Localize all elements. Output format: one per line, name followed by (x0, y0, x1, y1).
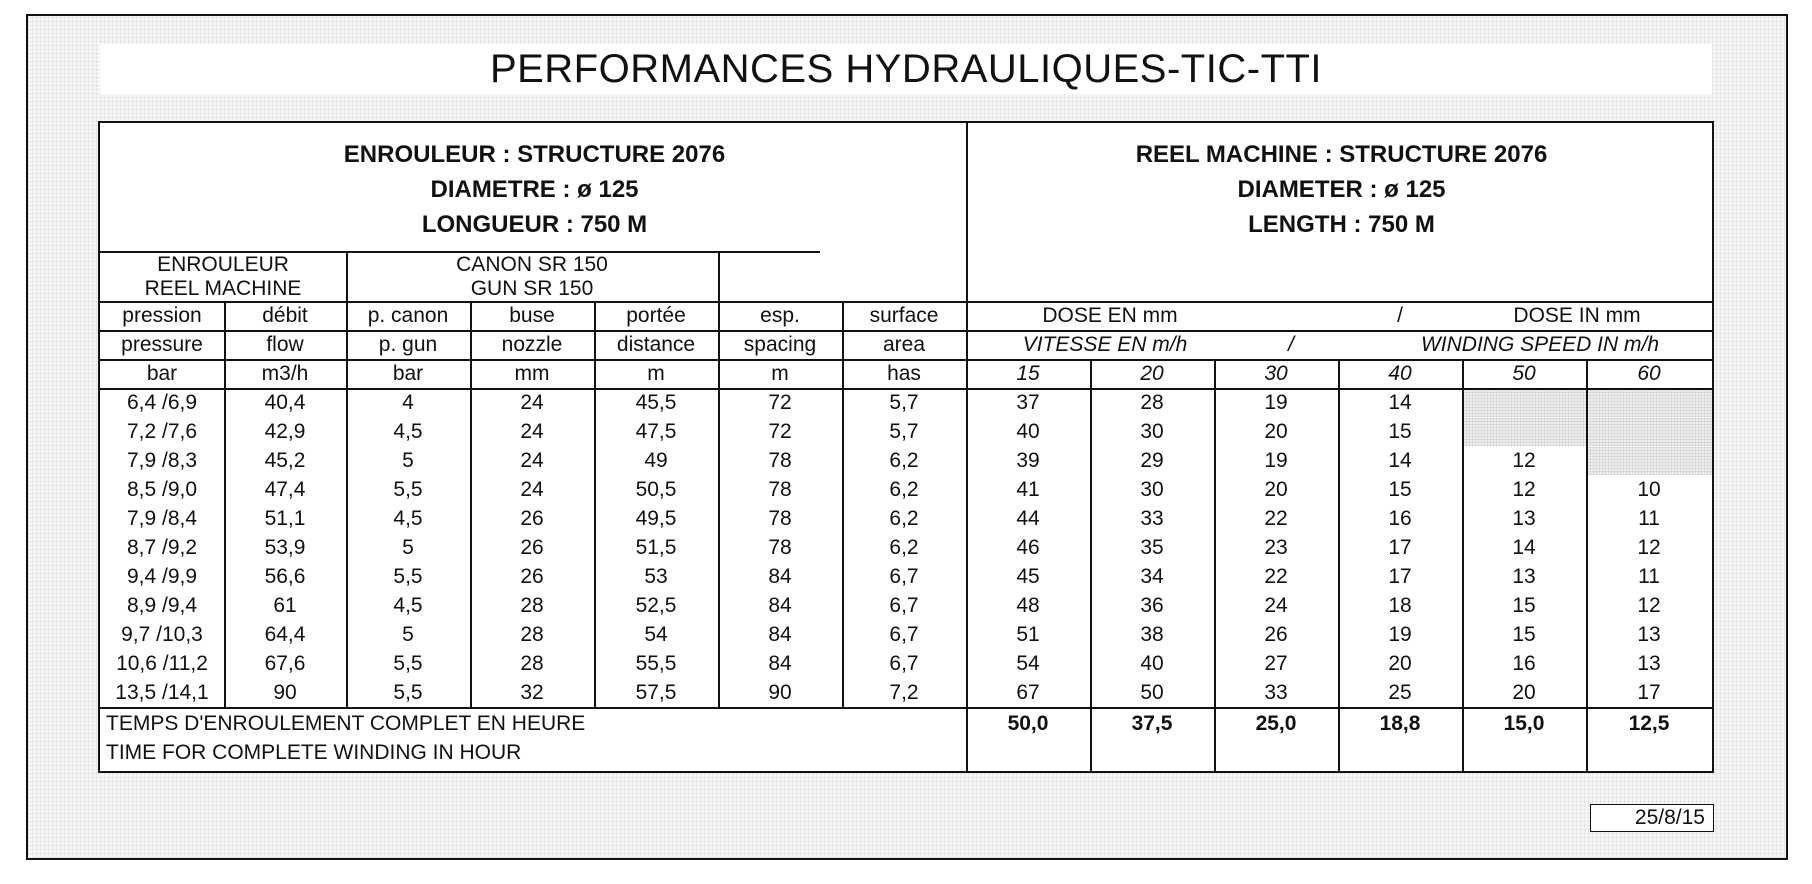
table-cell: 72 (768, 420, 792, 443)
table-cell: 5,7 (889, 420, 919, 443)
table-cell: 32 (520, 681, 544, 704)
table-cell: 24 (520, 391, 544, 414)
table-cell: 5 (402, 536, 414, 559)
column-header-en: pressure (121, 333, 203, 356)
group-gun-en: GUN SR 150 (470, 277, 594, 300)
table-cell: 50,5 (635, 478, 677, 501)
table-cell: 84 (768, 652, 792, 675)
table-cell: 84 (768, 594, 792, 617)
table-cell: 6,7 (889, 623, 919, 646)
table-cell: 61 (273, 594, 297, 617)
speed-label-fr: VITESSE EN m/h (1022, 333, 1188, 356)
table-cell: 6,4 /6,9 (126, 391, 198, 414)
column-header-en: distance (616, 333, 696, 356)
table-cell: 78 (768, 449, 792, 472)
table-cell: 72 (768, 391, 792, 414)
column-header-fr: portée (626, 304, 686, 327)
table-cell: 67,6 (264, 652, 306, 675)
table-cell: 13 (1637, 652, 1661, 675)
table-cell: 7,2 /7,6 (126, 420, 198, 443)
table-cell: 24 (520, 420, 544, 443)
table-cell: 11 (1638, 565, 1660, 588)
table-cell: 24 (520, 449, 544, 472)
table-cell: 8,5 /9,0 (126, 478, 198, 501)
table-cell: 38 (1140, 623, 1164, 646)
column-header-en: area (882, 333, 926, 356)
empty-cell-shade (1463, 418, 1586, 446)
header-en-line3: LENGTH : 750 M (1248, 211, 1435, 238)
table-cell: 17 (1388, 565, 1412, 588)
table-cell: 45 (1016, 565, 1040, 588)
table-cell: 5,5 (393, 478, 423, 501)
table-cell: 15 (1388, 420, 1412, 443)
speed-header: 40 (1388, 362, 1412, 385)
table-cell: 51 (1016, 623, 1040, 646)
table-cell: 39 (1016, 449, 1040, 472)
table-cell: 46 (1016, 536, 1040, 559)
dose-label-en: DOSE IN mm (1513, 304, 1641, 327)
table-cell: 90 (768, 681, 792, 704)
table-cell: 36 (1140, 594, 1164, 617)
table-cell: 23 (1264, 536, 1288, 559)
table-cell: 20 (1264, 420, 1288, 443)
column-unit: has (887, 362, 921, 385)
table-cell: 44 (1016, 507, 1040, 530)
table-cell: 50 (1140, 681, 1164, 704)
table-cell: 54 (644, 623, 668, 646)
speed-label-en: WINDING SPEED IN m/h (1420, 333, 1660, 356)
table-cell: 17 (1637, 681, 1661, 704)
table-cell: 90 (273, 681, 297, 704)
table-cell: 14 (1388, 449, 1412, 472)
table-cell: 30 (1140, 478, 1164, 501)
table-cell: 45,2 (264, 449, 306, 472)
column-unit: mm (514, 362, 550, 385)
header-fr-line1: ENROULEUR : STRUCTURE 2076 (343, 141, 726, 168)
header-en (969, 137, 1714, 242)
table-cell: 11 (1638, 507, 1660, 530)
column-header-en: nozzle (501, 333, 563, 356)
table-cell: 33 (1264, 681, 1288, 704)
winding-time: 12,5 (1628, 712, 1670, 735)
table-cell: 55,5 (635, 652, 677, 675)
table-cell: 4,5 (393, 420, 423, 443)
table-cell: 84 (768, 565, 792, 588)
group-gun-fr: CANON SR 150 (456, 253, 608, 276)
table-cell: 53,9 (264, 536, 306, 559)
winding-time: 15,0 (1503, 712, 1545, 735)
table-cell: 25 (1388, 681, 1412, 704)
table-cell: 14 (1512, 536, 1536, 559)
table-cell: 5 (402, 449, 414, 472)
table-cell: 67 (1016, 681, 1040, 704)
table-cell: 6,2 (889, 449, 919, 472)
empty-cell-shade (1587, 389, 1712, 417)
table-cell: 20 (1388, 652, 1412, 675)
table-cell: 7,9 /8,4 (126, 507, 198, 530)
column-unit: bar (392, 362, 424, 385)
header-en-line1: REEL MACHINE : STRUCTURE 2076 (1135, 141, 1548, 168)
page-title: PERFORMANCES HYDRAULIQUES-TIC-TTI (100, 44, 1712, 94)
table-cell: 17 (1388, 536, 1412, 559)
dose-separator: / (1397, 304, 1403, 327)
winding-time: 50,0 (1007, 712, 1049, 735)
dose-label-fr: DOSE EN mm (1042, 304, 1178, 327)
column-unit: m (647, 362, 665, 385)
winding-time: 18,8 (1379, 712, 1421, 735)
table-cell: 18 (1388, 594, 1412, 617)
table-cell: 35 (1140, 536, 1164, 559)
table-cell: 53 (644, 565, 668, 588)
speed-separator: / (1288, 333, 1294, 356)
table-cell: 10,6 /11,2 (116, 652, 208, 675)
table-cell: 15 (1512, 594, 1536, 617)
header-en-line2: DIAMETER : ø 125 (1237, 176, 1446, 203)
date-stamp: 25/8/15 (1590, 804, 1714, 832)
table-cell: 47,4 (264, 478, 306, 501)
header-fr-line2: DIAMETRE : ø 125 (430, 176, 639, 203)
column-header-fr: débit (262, 304, 308, 327)
table-cell: 28 (520, 652, 544, 675)
table-cell: 13 (1637, 623, 1661, 646)
header-fr (100, 137, 969, 242)
table-cell: 45,5 (635, 391, 677, 414)
table-cell: 54 (1016, 652, 1040, 675)
table-cell: 48 (1016, 594, 1040, 617)
group-reel-en: REEL MACHINE (144, 277, 302, 300)
table-cell: 12 (1512, 478, 1536, 501)
empty-cell-shade (1587, 447, 1712, 475)
column-header-en: flow (266, 333, 304, 356)
table-cell: 51,5 (635, 536, 677, 559)
table-cell: 13 (1512, 565, 1536, 588)
table-cell: 84 (768, 623, 792, 646)
table-cell: 5 (402, 623, 414, 646)
column-header-fr: buse (509, 304, 555, 327)
table-cell: 6,7 (889, 594, 919, 617)
table-cell: 19 (1388, 623, 1412, 646)
table-cell: 6,2 (889, 536, 919, 559)
table-cell: 28 (1140, 391, 1164, 414)
table-cell: 12 (1637, 594, 1661, 617)
table-cell: 49 (644, 449, 668, 472)
performance-table (98, 121, 1714, 773)
divider-line (718, 251, 720, 301)
table-cell: 51,1 (264, 507, 306, 530)
speed-header: 15 (1016, 362, 1040, 385)
table-cell: 10 (1637, 478, 1661, 501)
table-cell: 22 (1264, 507, 1288, 530)
table-cell: 57,5 (635, 681, 677, 704)
footer-label-en: TIME FOR COMPLETE WINDING IN HOUR (106, 741, 522, 764)
table-cell: 13,5 /14,1 (115, 681, 209, 704)
table-cell: 24 (520, 478, 544, 501)
table-cell: 24 (1264, 594, 1288, 617)
table-cell: 30 (1140, 420, 1164, 443)
column-header-fr: pression (122, 304, 202, 327)
table-cell: 33 (1140, 507, 1164, 530)
table-cell: 6,7 (889, 565, 919, 588)
table-cell: 26 (520, 507, 544, 530)
table-cell: 5,5 (393, 652, 423, 675)
table-cell: 47,5 (635, 420, 677, 443)
table-cell: 20 (1512, 681, 1536, 704)
table-cell: 37 (1016, 391, 1040, 414)
table-cell: 78 (768, 536, 792, 559)
table-cell: 26 (520, 565, 544, 588)
table-cell: 22 (1264, 565, 1288, 588)
column-header-fr: esp. (760, 304, 800, 327)
table-cell: 28 (520, 594, 544, 617)
group-reel-fr: ENROULEUR (157, 253, 289, 276)
table-cell: 42,9 (264, 420, 306, 443)
table-cell: 78 (768, 478, 792, 501)
table-cell: 4,5 (393, 594, 423, 617)
table-cell: 7,2 (889, 681, 919, 704)
table-cell: 29 (1140, 449, 1164, 472)
column-header-fr: surface (869, 304, 939, 327)
table-cell: 19 (1264, 449, 1288, 472)
table-cell: 40 (1016, 420, 1040, 443)
table-cell: 20 (1264, 478, 1288, 501)
footer-label-fr: TEMPS D'ENROULEMENT COMPLET EN HEURE (106, 712, 586, 735)
table-cell: 49,5 (635, 507, 677, 530)
table-cell: 5,5 (393, 681, 423, 704)
winding-time: 37,5 (1131, 712, 1173, 735)
table-cell: 56,6 (264, 565, 306, 588)
table-cell: 27 (1264, 652, 1288, 675)
table-cell: 7,9 /8,3 (126, 449, 198, 472)
empty-cell-shade (1463, 389, 1586, 417)
column-unit: m (771, 362, 789, 385)
table-cell: 34 (1140, 565, 1164, 588)
speed-header: 20 (1140, 362, 1164, 385)
header-fr-line3: LONGUEUR : 750 M (421, 211, 648, 238)
speed-header: 50 (1512, 362, 1536, 385)
table-cell: 5,5 (393, 565, 423, 588)
table-cell: 28 (520, 623, 544, 646)
table-cell: 15 (1512, 623, 1536, 646)
table-cell: 4,5 (393, 507, 423, 530)
table-cell: 13 (1512, 507, 1536, 530)
table-cell: 8,9 /9,4 (126, 594, 198, 617)
table-cell: 78 (768, 507, 792, 530)
table-cell: 16 (1512, 652, 1536, 675)
column-unit: m3/h (261, 362, 309, 385)
table-cell: 19 (1264, 391, 1288, 414)
table-cell: 40 (1140, 652, 1164, 675)
column-header-en: p. gun (378, 333, 438, 356)
column-header-fr: p. canon (367, 304, 449, 327)
table-cell: 26 (1264, 623, 1288, 646)
column-unit: bar (146, 362, 178, 385)
table-cell: 16 (1388, 507, 1412, 530)
empty-cell-shade (1587, 418, 1712, 446)
column-header-en: spacing (743, 333, 817, 356)
winding-time: 25,0 (1255, 712, 1297, 735)
table-cell: 12 (1637, 536, 1661, 559)
table-cell: 4 (402, 391, 414, 414)
speed-header: 60 (1637, 362, 1661, 385)
table-cell: 41 (1016, 478, 1040, 501)
table-cell: 64,4 (264, 623, 306, 646)
table-cell: 9,7 /10,3 (121, 623, 203, 646)
table-cell: 40,4 (264, 391, 306, 414)
table-cell: 8,7 /9,2 (126, 536, 198, 559)
table-cell: 12 (1512, 449, 1536, 472)
table-cell: 15 (1388, 478, 1412, 501)
table-cell: 6,2 (889, 507, 919, 530)
table-cell: 26 (520, 536, 544, 559)
table-cell: 6,2 (889, 478, 919, 501)
table-cell: 5,7 (889, 391, 919, 414)
speed-header: 30 (1264, 362, 1288, 385)
table-cell: 6,7 (889, 652, 919, 675)
table-cell: 9,4 /9,9 (126, 565, 198, 588)
table-cell: 52,5 (635, 594, 677, 617)
table-cell: 14 (1388, 391, 1412, 414)
